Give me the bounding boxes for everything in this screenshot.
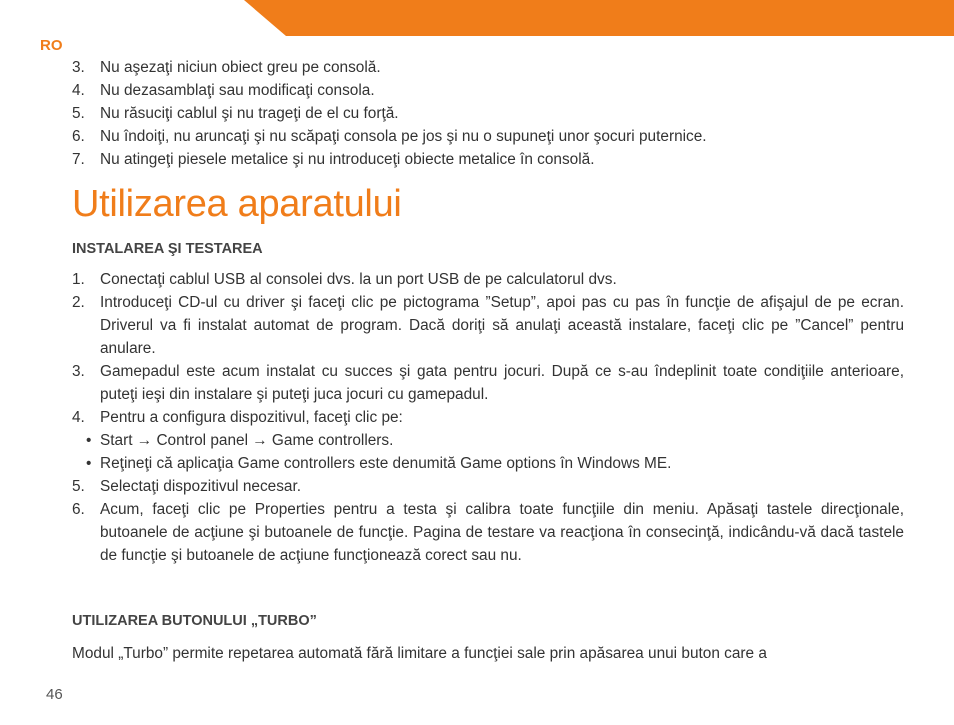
- list-item: [72, 102, 707, 125]
- item-text: Selectaţi dispozitivul necesar.: [100, 478, 302, 495]
- list-item: [72, 56, 707, 79]
- install-heading: INSTALAREA ŞI TESTAREA: [72, 241, 263, 257]
- item-number: 7.: [72, 151, 85, 168]
- turbo-paragraph: Modul „Turbo” permite repetarea automată fără limitare a funcţiei sale prin apăsarea unui buton care a: [72, 645, 767, 662]
- page-number: 46: [46, 686, 63, 703]
- bullet-dot: •: [86, 455, 92, 472]
- bullet-dot: •: [86, 432, 92, 449]
- bullet-item: [72, 429, 904, 452]
- list-item: [72, 498, 904, 567]
- warnings-list: [72, 56, 707, 171]
- bullet-text: Start → Control panel → Game controllers.: [100, 432, 394, 449]
- bullet-text: Reţineţi că aplicaţia Game controllers este denumită Game options în Windows ME.: [100, 455, 672, 472]
- item-number: 5.: [72, 478, 85, 495]
- language-label: RO: [40, 37, 63, 54]
- item-number: 4.: [72, 82, 85, 99]
- item-text: Nu atingeţi piesele metalice şi nu introduceţi obiecte metalice în consolă.: [100, 151, 595, 168]
- item-text: Nu îndoiţi, nu aruncaţi şi nu scăpaţi consola pe jos şi nu o supuneţi unor şocuri puternice.: [100, 128, 707, 145]
- item-text: Introduceţi CD-ul cu driver şi faceţi clic pe pictograma ”Setup”, apoi pas cu pas în funcţie de afişajul de pe ecran. Driverul va fi instalat automat de program. Dacă doriţi să anulaţi această instalare, faceţi clic pe ”Cancel” pentru anulare.: [100, 294, 904, 357]
- list-item: [72, 475, 904, 498]
- list-item: [72, 148, 707, 171]
- item-number: 3.: [72, 59, 85, 76]
- install-steps: [72, 268, 904, 567]
- item-text: Acum, faceţi clic pe Properties pentru a testa şi calibra toate funcţiile din meniu. Apăsaţi tastele direcţionale, butoanele de acţiune şi butoanele de funcţie. Pagina de testare va reacţiona în consecinţă, indicându-vă dacă tastele de funcţie şi butoanele de acţiune funcţionează corect sau nu.: [100, 501, 904, 564]
- list-item: [72, 360, 904, 406]
- item-text: Gamepadul este acum instalat cu succes şi gata pentru jocuri. După ce s-au îndeplinit toate condiţiile anterioare, puteţi ieşi din instalare şi puteţi juca jocuri cu gamepadul.: [100, 363, 904, 403]
- turbo-heading: UTILIZAREA BUTONULUI „TURBO”: [72, 613, 317, 629]
- item-text: Pentru a configura dispozitivul, faceţi clic pe:: [100, 409, 403, 426]
- item-number: 3.: [72, 363, 85, 380]
- item-number: 5.: [72, 105, 85, 122]
- item-text: Nu aşezaţi niciun obiect greu pe consolă.: [100, 59, 381, 76]
- item-text: Nu dezasamblaţi sau modificaţi consola.: [100, 82, 375, 99]
- list-item: [72, 291, 904, 360]
- item-number: 4.: [72, 409, 85, 426]
- item-text: Nu răsuciţi cablul şi nu trageţi de el cu forţă.: [100, 105, 399, 122]
- item-number: 6.: [72, 501, 85, 518]
- item-number: 2.: [72, 294, 85, 311]
- list-item: [72, 406, 904, 429]
- bullet-item: [72, 452, 904, 475]
- list-item: [72, 125, 707, 148]
- item-text: Conectaţi cablul USB al consolei dvs. la un port USB de pe calculatorul dvs.: [100, 271, 617, 288]
- list-item: [72, 268, 904, 291]
- header-banner: [244, 0, 954, 36]
- item-number: 6.: [72, 128, 85, 145]
- section-title: Utilizarea aparatului: [72, 183, 402, 225]
- list-item: [72, 79, 707, 102]
- item-number: 1.: [72, 271, 85, 288]
